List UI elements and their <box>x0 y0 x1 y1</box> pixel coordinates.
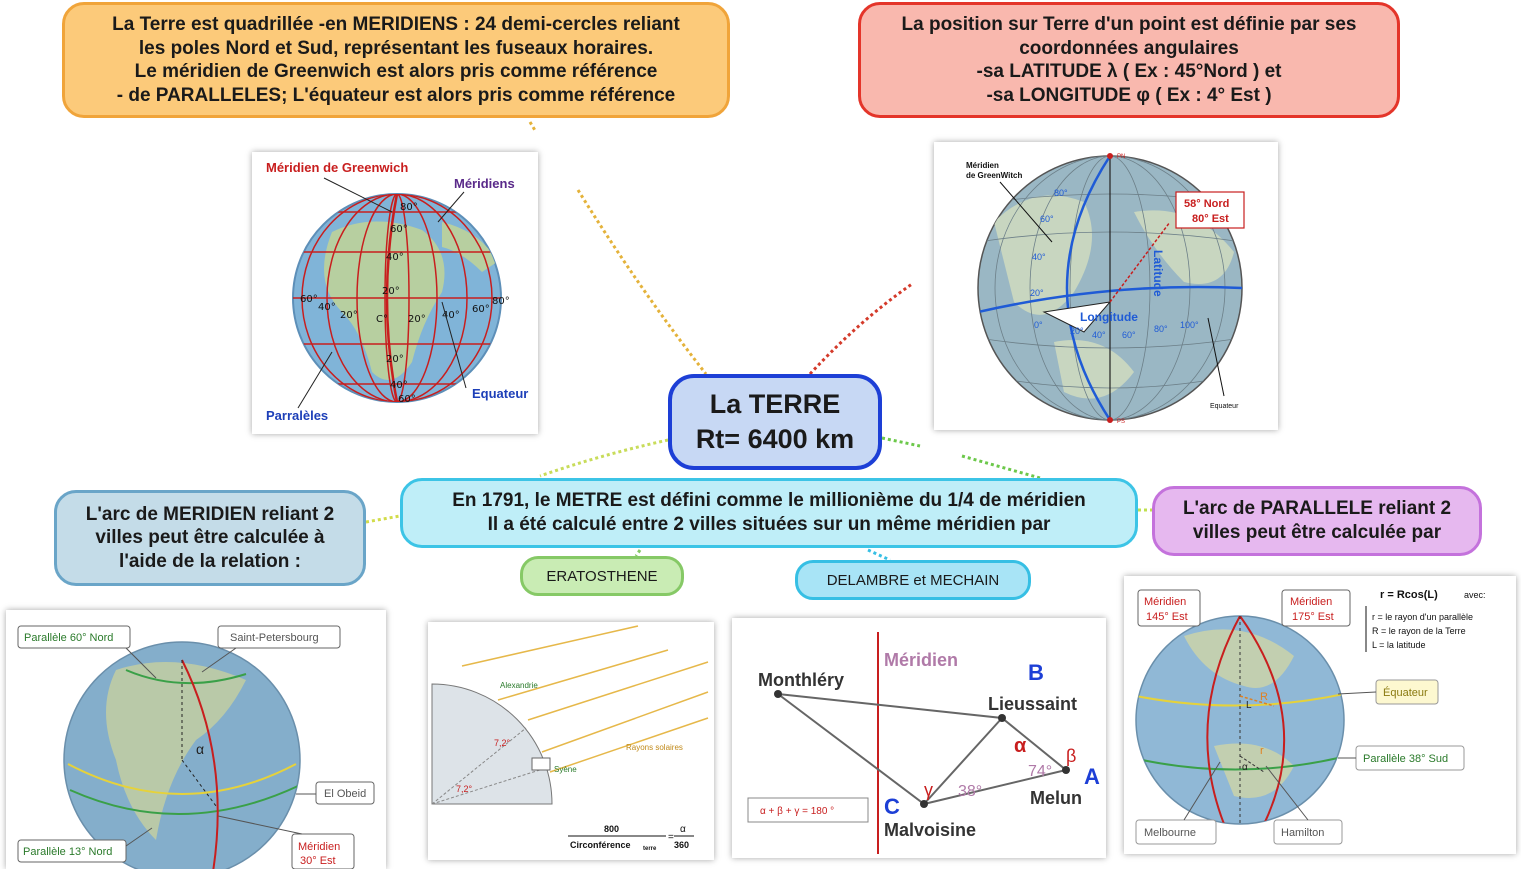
delambre-box <box>795 560 1031 600</box>
lat-label: 40° <box>390 380 408 391</box>
saint-petersbourg-label: Saint-Petersbourg <box>230 632 319 644</box>
alexandrie-label: Alexandrie <box>500 681 538 690</box>
meridien-label: Méridien <box>884 650 959 670</box>
lat-tick: 80° <box>1054 188 1068 198</box>
parallele-13-label: Parallèle 13° Nord <box>23 846 113 858</box>
meridien-145-label-2: 145° Est <box>1146 611 1188 623</box>
lon-label: 20° <box>340 310 358 321</box>
meridien-30-label-2: 30° Est <box>300 855 336 867</box>
greenwich-label: Méridien <box>966 161 999 170</box>
globe-parallele-panel <box>1124 576 1516 854</box>
lat-tick: 60° <box>1040 214 1054 224</box>
alpha-label: α <box>196 741 205 757</box>
n360-label: 360 <box>674 840 690 850</box>
position-info-box <box>858 2 1400 118</box>
lat-label: 60° <box>398 394 416 405</box>
meridiens-line: Le méridien de Greenwich est alors pris comme référence <box>134 61 658 82</box>
lat-label: 20° <box>382 286 400 297</box>
angle-label-2: 7,2° <box>456 784 473 794</box>
lon-tick: 80° <box>1154 324 1168 334</box>
montlhery-label: Monthléry <box>758 670 845 690</box>
lon-label: 20° <box>408 314 426 325</box>
lon-tick: 60° <box>1122 330 1136 340</box>
lon-label: 40° <box>442 310 460 321</box>
meridien-30-label: Méridien <box>298 841 341 853</box>
pole-north: PN <box>1117 154 1126 160</box>
el-obeid-label: El Obeid <box>324 788 367 800</box>
globe-arc-panel <box>6 610 386 869</box>
lon-label: 60° <box>472 304 490 315</box>
meridiens-line: les poles Nord et Sud, représentant les fuseaux horaires. <box>138 37 654 59</box>
triangle-formula: α + β + γ = 180 ° <box>760 806 835 817</box>
position-line: coordonnées angulaires <box>1019 37 1239 59</box>
meridiens-line: - de PARALLELES; L'équateur est alors pris comme référence <box>116 84 676 106</box>
greenwich-label: Méridien de Greenwich <box>266 160 409 175</box>
def-R: R = le rayon de la Terre <box>1372 626 1466 636</box>
delambre-label: DELAMBRE et MECHAIN <box>826 571 1000 589</box>
gamma-label: γ <box>924 780 933 800</box>
lat-label: 80° <box>400 202 418 213</box>
denominator-sub: terre <box>643 846 657 852</box>
hamilton-label: Hamilton <box>1281 827 1325 839</box>
lat-label: 20° <box>386 354 404 365</box>
metre-info-box <box>400 478 1138 548</box>
arc-parallele-line: L'arc de PARALLELE reliant 2 <box>1182 498 1452 519</box>
arc-parallele-box <box>1152 486 1482 556</box>
meridiens-line: La Terre est quadrillée -en MERIDIENS : 24 demi-cercles reliant <box>112 14 680 35</box>
def-L: L = la latitude <box>1372 640 1426 650</box>
parallele-38-label: Parallèle 38° Sud <box>1363 753 1449 765</box>
meridien-175-label: Méridien <box>1290 596 1333 608</box>
central-title: La TERRE <box>709 389 841 419</box>
syene-label: Syène <box>554 765 577 774</box>
parallele-60-label: Parallèle 60° Nord <box>24 632 114 644</box>
beta-label: β <box>1066 746 1077 766</box>
lon-label: C° <box>376 314 388 325</box>
alpha-label: α <box>1242 762 1248 773</box>
angle-label: 7,2° <box>494 738 511 748</box>
malvoisine-label: Malvoisine <box>884 820 977 840</box>
point-c-label: C <box>884 794 900 819</box>
lon-label: 80° <box>492 296 510 307</box>
alpha-label: α <box>680 824 686 835</box>
arc-meridien-box <box>54 490 366 586</box>
triangulation-panel <box>732 618 1106 858</box>
lat-label: 40° <box>386 252 404 263</box>
lieussaint-label: Lieussaint <box>988 694 1078 714</box>
arc-parallele-line: villes peut être calculée par <box>1192 522 1442 543</box>
paralleles-label: Parralèles <box>266 408 329 423</box>
lon-tick: 40° <box>1092 330 1106 340</box>
arc-meridien-line: L'arc de MERIDIEN reliant 2 <box>85 503 335 525</box>
rayons-label: Rayons solaires <box>626 743 683 752</box>
R-label: R <box>1260 691 1268 703</box>
position-line: -sa LATITUDE λ ( Ex : 45°Nord ) et <box>976 61 1282 82</box>
equateur-label: Equateur <box>472 386 529 401</box>
svg-text:=: = <box>668 832 674 843</box>
lat-tick: 20° <box>1030 288 1044 298</box>
lat-tick: 0° <box>1034 320 1043 330</box>
melbourne-label: Melbourne <box>1144 827 1196 839</box>
lon-tick: 20° <box>1070 326 1084 336</box>
meridiens-info-box <box>62 2 730 118</box>
denominator-label: Circonférence <box>570 840 631 850</box>
numerator-label: 800 <box>604 824 620 834</box>
longitude-label: Longitude <box>1080 310 1138 324</box>
position-line: -sa LONGITUDE φ ( Ex : 4° Est ) <box>986 84 1272 106</box>
avec-label: avec: <box>1464 590 1486 600</box>
point-a-label: A <box>1084 764 1100 789</box>
lon-label: 60° <box>300 294 318 305</box>
position-line: La position sur Terre d'un point est définie par ses <box>901 14 1357 35</box>
arc-meridien-line: villes peut être calculée à <box>95 527 325 549</box>
greenwich-label-2: de GreenWitch <box>966 171 1023 180</box>
globe-grid-panel <box>252 152 538 434</box>
equateur-label: Equateur <box>1210 403 1239 410</box>
globe-coordinates-panel <box>934 142 1278 430</box>
r-label: r <box>1260 745 1264 757</box>
rcos-formula: r = Rcos(L) <box>1380 589 1438 601</box>
pole-south: PS <box>1117 419 1126 425</box>
angle-74-label: 74° <box>1028 763 1053 780</box>
lon-tick: 100° <box>1180 320 1199 330</box>
central-radius: Rt= 6400 km <box>695 424 855 454</box>
meridien-145-label: Méridien <box>1144 596 1187 608</box>
eratosthene-label: ERATOSTHENE <box>546 567 658 585</box>
eratosthene-panel <box>428 622 714 860</box>
meridien-175-label-2: 175° Est <box>1292 611 1334 623</box>
metre-line: En 1791, le METRE est défini comme le millionième du 1/4 de méridien <box>452 490 1086 511</box>
equateur-label: Équateur <box>1383 687 1428 699</box>
metre-line: Il a été calculé entre 2 villes situées sur un même méridien par <box>487 514 1051 535</box>
def-r: r = le rayon d'un parallèle <box>1372 612 1474 622</box>
lon-label: 40° <box>318 302 336 313</box>
point-longitude: 80° Est <box>1192 213 1229 225</box>
lat-tick: 40° <box>1032 252 1046 262</box>
central-topic <box>668 374 882 470</box>
alpha-label: α <box>1014 735 1027 757</box>
angle-38-label: 38° <box>958 783 983 800</box>
point-b-label: B <box>1028 660 1044 685</box>
arc-meridien-line: l'aide de la relation : <box>119 550 301 572</box>
meridiens-label: Méridiens <box>454 176 515 191</box>
latitude-label: Latitude <box>1151 250 1165 297</box>
eratosthene-box <box>520 556 684 596</box>
L-label: L <box>1246 700 1252 711</box>
lat-label: 60° <box>390 224 408 235</box>
melun-label: Melun <box>1030 788 1082 808</box>
point-latitude: 58° Nord <box>1184 198 1230 210</box>
